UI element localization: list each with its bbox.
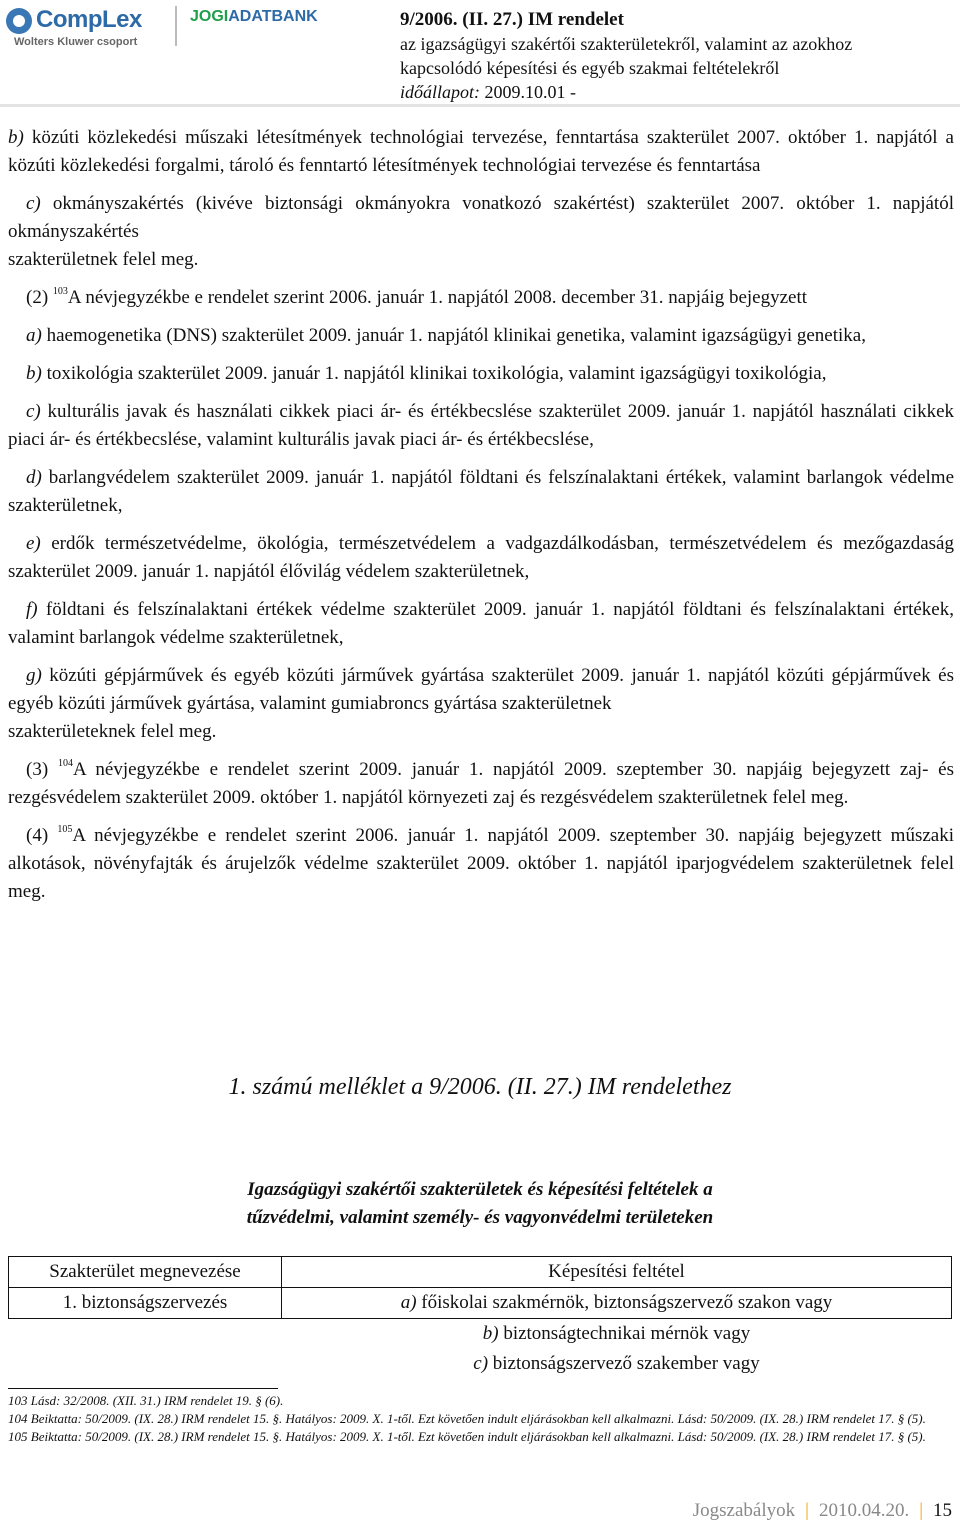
- paragraph-text: A névjegyzékbe e rendelet szerint 2006. január 1. napjától 2009. szeptember 30. napjáig bejegyzett műszaki alkotások, növényfajták és árujelzők védelme szakterület 2009. október 1. napjától iparjogvédelem szakterületnek felel meg.: [8, 825, 954, 902]
- item-label: a): [400, 1292, 417, 1313]
- paragraph-b: [8, 124, 954, 180]
- footer-date: 2010.04.20.: [818, 1500, 910, 1521]
- table-row: [9, 1349, 952, 1379]
- table-cell: [9, 1319, 282, 1350]
- paragraph-2d: [8, 464, 954, 520]
- cell-text: biztonságtechnikai mérnök vagy: [498, 1323, 751, 1344]
- footnote-ref-103[interactable]: 103: [52, 286, 68, 297]
- table-cell: [282, 1349, 952, 1379]
- table-title-line-1: Igazságügyi szakértői szakterületek és képesítési feltételek a: [247, 1179, 713, 1200]
- footnote-ref-104[interactable]: 104: [57, 758, 73, 769]
- paragraph-text: haemogenetika (DNS) szakterület 2009. január 1. napjától klinikai genetika, valamint igazságügyi genetika,: [41, 325, 866, 346]
- paragraph-2a: [8, 322, 954, 350]
- paragraph-text: földtani és felszínalaktani értékek védelme szakterület 2009. január 1. napjától földtani és felszínalaktani értékek, valamint barlangok védelme szakterületnek,: [8, 599, 954, 648]
- item-label: b): [482, 1323, 499, 1344]
- page-footer: [693, 1500, 952, 1522]
- paragraph-text: kulturális javak és használati cikkek piaci ár- és értékbecslése szakterület 2009. január 1. napjától használati cikkek piaci ár- és értékbecslése, valamint kulturális javak piaci ár- és értékbecslése,: [8, 401, 954, 450]
- table-row: [9, 1319, 952, 1350]
- item-label: b): [26, 363, 42, 384]
- paragraph-text: toxikológia szakterület 2009. január 1. napjától klinikai toxikológia, valamint igazságügyi toxikológia,: [41, 363, 827, 384]
- item-label: d): [26, 467, 42, 488]
- table-cell: [282, 1288, 952, 1319]
- document-body: [8, 124, 954, 906]
- item-label: g): [26, 665, 42, 686]
- table-header-cell: Képesítési feltétel: [282, 1257, 952, 1288]
- qualification-table: [8, 1256, 952, 1379]
- footnote-rule: [8, 1388, 278, 1389]
- annex-title: 1. számú melléklet a 9/2006. (II. 27.) IM rendelethez: [228, 1074, 732, 1100]
- state-label: időállapot:: [400, 82, 480, 102]
- cell-text: biztonságszervező szakember vagy: [488, 1353, 760, 1374]
- paragraph-text: A névjegyzékbe e rendelet szerint 2009. január 1. napjától 2009. szeptember 30. napjáig bejegyzett zaj- és rezgésvédelem szakterület 2009. október 1. napjától környezeti zaj és rezgésvédelem szakterületnek felel meg.: [8, 759, 954, 808]
- footnote-ref-105[interactable]: 105: [57, 824, 73, 835]
- document-subtitle-1: az igazságügyi szakértői szakterületekről, valamint az azokhoz: [400, 34, 853, 54]
- item-label: c): [26, 401, 41, 422]
- item-label: a): [26, 325, 42, 346]
- paragraph-number: (4): [26, 825, 49, 846]
- paragraph-4: [8, 822, 954, 906]
- paragraph-text: közúti gépjárművek és egyéb közúti járművek gyártása szakterület 2009. január 1. napjától közúti gépjárművek és egyéb közúti járművek gyártása, valamint gumiabroncs gyártása szakterületnek: [8, 665, 954, 714]
- logo-divider: [175, 6, 177, 46]
- table-cell: [282, 1319, 952, 1350]
- table-row: [9, 1288, 952, 1319]
- footer-source: Jogszabályok: [692, 1500, 796, 1521]
- header-rule: [0, 104, 960, 107]
- paragraph-number: (2): [26, 287, 49, 308]
- footer-separator: |: [805, 1500, 809, 1521]
- table-cell: [9, 1349, 282, 1379]
- paragraph-text: A névjegyzékbe e rendelet szerint 2006. január 1. napjától 2008. december 31. napjáig bejegyzett: [67, 287, 808, 308]
- jogi-adatbank-logo-a: JOGI: [190, 8, 229, 25]
- table-header-row: [9, 1257, 952, 1288]
- document-title: 9/2006. (II. 27.) IM rendelet: [400, 9, 624, 30]
- paragraph-closing-1: szakterületnek felel meg.: [8, 249, 199, 270]
- footer-separator: |: [919, 1500, 923, 1521]
- paragraph-closing-2: szakterületeknek felel meg.: [8, 721, 217, 742]
- paragraph-3: [8, 756, 954, 812]
- cell-text: főiskolai szakmérnök, biztonságszervező szakon vagy: [416, 1292, 833, 1313]
- footnote-104: 104 Beiktatta: 50/2009. (IX. 28.) IRM rendelet 15. §. Hatályos: 2009. X. 1-től. Ezt követően indult eljárásokban kell alkalmazni. Lásd: 50/2009. (IX. 28.) IRM rendelet 17. § (5).: [8, 1411, 926, 1426]
- paragraph-2e: [8, 530, 954, 586]
- item-label: e): [26, 533, 41, 554]
- paragraph-2b: [8, 360, 954, 388]
- footnotes: [8, 1392, 952, 1446]
- paragraph-text: barlangvédelem szakterület 2009. január 1. napjától földtani és felszínalaktani értékek, valamint barlangok védelme szakterületnek,: [8, 467, 954, 516]
- document-subtitle-2: kapcsolódó képesítési és egyéb szakmai feltételekről: [400, 58, 780, 78]
- table-header-cell: Szakterület megnevezése: [9, 1257, 282, 1288]
- paragraph-text: közúti közlekedési műszaki létesítmények technológiai tervezése, fenntartása szakterület 2007. október 1. napjától a közúti közlekedési forgalmi, tároló és fenntartó létesítmények technológiai tervezése és fenntartása: [8, 127, 954, 176]
- footnote-105: 105 Beiktatta: 50/2009. (IX. 28.) IRM rendelet 15. §. Hatályos: 2009. X. 1-től. Ezt követően indult eljárásokban kell alkalmazni. Lásd: 50/2009. (IX. 28.) IRM rendelet 17. § (5).: [8, 1429, 926, 1444]
- paragraph-text: okmányszakértés (kivéve biztonsági okmányokra vonatkozó szakértést) szakterület 2007. október 1. napjától okmányszakértés: [8, 193, 954, 242]
- item-label: f): [26, 599, 38, 620]
- state-value: 2009.10.01 -: [480, 82, 576, 102]
- paragraph-c: [8, 190, 954, 246]
- paragraph-2f: [8, 596, 954, 652]
- document-heading: [400, 8, 852, 104]
- paragraph-text: erdők természetvédelme, ökológia, természetvédelem a vadgazdálkodásban, természetvédelem és mezőgazdaság szakterület 2009. január 1. napjától élővilág védelem szakterületnek,: [8, 533, 954, 582]
- table-title-line-2: tűzvédelmi, valamint személy- és vagyonvédelmi területeken: [246, 1207, 714, 1228]
- complex-logo-subtitle: Wolters Kluwer csoport: [14, 36, 138, 48]
- complex-logo: [6, 6, 176, 50]
- page-header: [0, 0, 960, 110]
- complex-logo-icon: [6, 8, 32, 34]
- paragraph-2c: [8, 398, 954, 454]
- table-cell: 1. biztonságszervezés: [9, 1288, 282, 1319]
- jogi-adatbank-logo: [190, 8, 318, 26]
- paragraph-2g: [8, 662, 954, 718]
- page-number: 15: [933, 1500, 952, 1521]
- jogi-adatbank-logo-b: ADATBANK: [228, 8, 318, 25]
- item-label: c): [473, 1353, 489, 1374]
- footnote-103: 103 Lásd: 32/2008. (XII. 31.) IRM rendelet 19. § (6).: [8, 1393, 284, 1408]
- paragraph-number: (3): [26, 759, 49, 780]
- document-state: [400, 80, 852, 104]
- table-title: [0, 1176, 960, 1232]
- item-label: b): [8, 127, 24, 148]
- item-label: c): [26, 193, 41, 214]
- paragraph-2: [8, 284, 954, 312]
- complex-logo-name: CompLex: [36, 6, 142, 33]
